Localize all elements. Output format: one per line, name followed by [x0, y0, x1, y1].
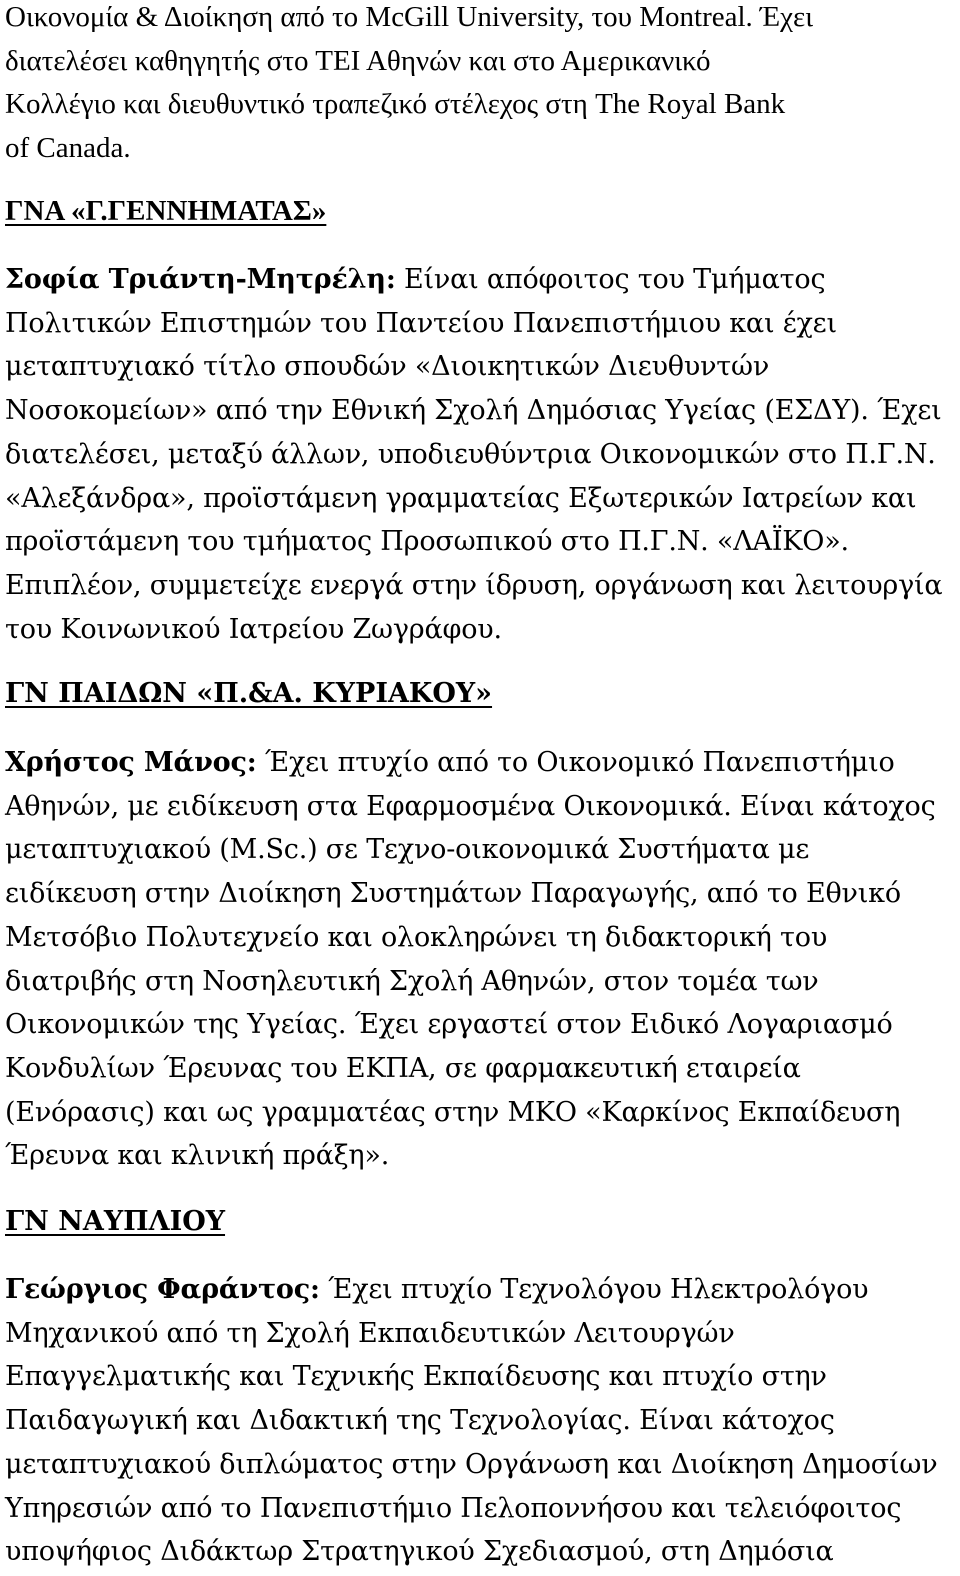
- bio-paragraph-manos: [5, 741, 957, 1178]
- bio-text: Έχει πτυχίο Τεχνολόγου Ηλεκτρολόγου Μηχανικού από τη Σχολή Εκπαιδευτικών Λειτουργών Επαγγελματικής και Τεχνικής Εκπαίδευσης και πτυχίο στην Παιδαγωγική και Διδακτική της Τεχνολογίας. Είναι κάτοχος μεταπτυχιακού διπλώματος στην Οργάνωση και Διοίκηση Δημοσίων Υπηρεσιών από το Πανεπιστήμιο Πελοποννήσου και τελειόφοιτος υποψήφιος Διδάκτωρ Στρατηγικού Σχεδιασμού, στη Δημόσια: [5, 1274, 938, 1568]
- bio-text: Έχει πτυχίο από το Οικονομικό Πανεπιστήμιο Αθηνών, με ειδίκευση στα Εφαρμοσμένα Οικονομικά. Είναι κάτοχος μεταπτυχιακού (M.Sc.) σε Τεχνο-οικονομικά Συστήματα με ειδίκευση στην Διοίκηση Συστημάτων Παραγωγής, από το Εθνικό Μετσόβιο Πολυτεχνείο και ολοκληρώνει τη διδακτορική του διατριβής στη Νοσηλευτική Σχολή Αθηνών, στον τομέα των Οικονομικών της Υγείας. Έχει εργαστεί στον Ειδικό Λογαριασμό Κονδυλίων Έρευνας του ΕΚΠΑ, σε φαρμακευτική εταιρεία (Ενόρασις) και ως γραμματέας στην ΜΚΟ «Καρκίνος Εκπαίδευση Έρευνα και κλινική πράξη».: [5, 747, 936, 1172]
- person-name: Σοφία Τριάντη-Μητρέλη:: [5, 264, 396, 295]
- section-heading-gennimatas: ΓΝΑ «Γ.ΓΕΝΝΗΜΑΤΑΣ»: [5, 195, 327, 227]
- section-heading-paidon: ΓΝ ΠΑΙΔΩΝ «Π.&Α. ΚΥΡΙΑΚΟΥ»: [5, 678, 493, 709]
- bio-paragraph-farantos: [5, 1268, 957, 1574]
- intro-paragraph: Οικονομία & Διοίκηση από το McGill University, του Montreal. Έχει διατελέσει καθηγητής στο ΤΕΙ Αθηνών και στο Αμερικανικό Κολλέγιο και διευθυντικό τραπεζικό στέλεχος στη The Royal Bank of Canada.: [5, 1, 814, 165]
- bio-text: Είναι απόφοιτος του Τμήματος Πολιτικών Επιστημών του Παντείου Πανεπιστήμιου και έχει μεταπτυχιακό τίτλο σπουδών «Διοικητικών Διευθυντών Νοσοκομείων» από την Εθνική Σχολή Δημόσιας Υγείας (ΕΣΔΥ). Έχει διατελέσει, μεταξύ άλλων, υποδιευθύντρια Οικονομικών στο Π.Γ.Ν. «Αλεξάνδρα», προϊστάμενη γραμματείας Εξωτερικών Ιατρείων και προϊστάμενη του τμήματος Προσωπικού στο Π.Γ.Ν. «ΛΑΪΚΟ». Επιπλέον, συμμετείχε ενεργά στην ίδρυση, οργάνωση και λειτουργία του Κοινωνικού Ιατρείου Ζωγράφου.: [5, 264, 943, 645]
- section-heading-nafpliou: ΓΝ ΝΑΥΠΛΙΟΥ: [5, 1206, 226, 1237]
- bio-paragraph-triantis: [5, 258, 957, 651]
- person-name: Χρήστος Μάνος:: [5, 747, 257, 778]
- person-name: Γεώργιος Φαράντος:: [5, 1274, 320, 1305]
